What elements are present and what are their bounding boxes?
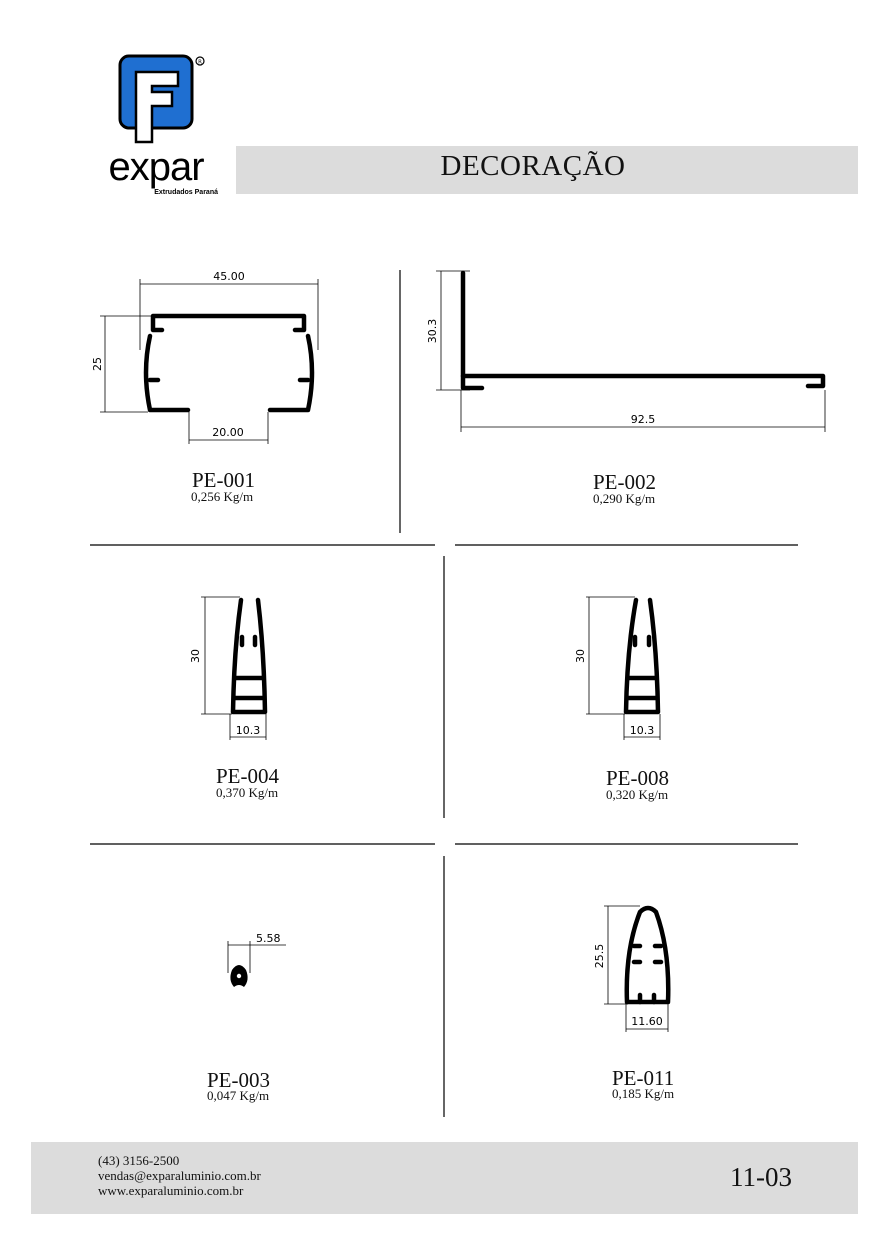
profile-pe-004 bbox=[201, 597, 266, 740]
product-weight: 0,290 Kg/m bbox=[593, 491, 656, 506]
registered-mark: R bbox=[198, 59, 202, 66]
product-code: PE-003 bbox=[207, 1068, 270, 1092]
profile-pe-003 bbox=[228, 941, 286, 987]
page-number: 11-03 bbox=[730, 1162, 792, 1192]
dim-pe-011-height: 25.5 bbox=[593, 943, 606, 969]
product-code: PE-011 bbox=[612, 1066, 675, 1090]
product-weight: 0,256 Kg/m bbox=[191, 489, 254, 504]
product-weight: 0,047 Kg/m bbox=[207, 1088, 270, 1103]
dim-pe-002-width: 92.5 bbox=[630, 413, 656, 426]
dim-pe-001-height: 25 bbox=[91, 357, 104, 371]
brand-subtitle: Extrudados Paraná bbox=[154, 189, 218, 196]
dim-pe-011-width: 11.60 bbox=[631, 1015, 663, 1028]
profile-pe-002 bbox=[436, 271, 825, 432]
profile-pe-011 bbox=[604, 906, 668, 1032]
footer-website: www.exparaluminio.com.br bbox=[98, 1183, 244, 1198]
footer-phone: (43) 3156-2500 bbox=[98, 1153, 180, 1168]
grid-lines bbox=[90, 270, 798, 1117]
product-weight: 0,370 Kg/m bbox=[216, 785, 279, 800]
brand-name: expar bbox=[108, 145, 204, 189]
product-code: PE-008 bbox=[606, 766, 669, 790]
product-weight: 0,320 Kg/m bbox=[606, 787, 669, 802]
dim-pe-008-height: 30 bbox=[574, 649, 587, 663]
dim-pe-004-height: 30 bbox=[189, 649, 202, 663]
dim-pe-003-size: 5.58 bbox=[256, 932, 281, 945]
dim-pe-004-width: 10.3 bbox=[235, 724, 261, 737]
profile-pe-001 bbox=[100, 279, 318, 444]
product-code: PE-004 bbox=[216, 764, 279, 788]
product-code: PE-001 bbox=[192, 468, 255, 492]
page-title: DECORAÇÃO bbox=[440, 150, 626, 182]
profile-pe-008 bbox=[586, 597, 660, 740]
dim-pe-001-width: 45.00 bbox=[213, 270, 245, 283]
footer-email: vendas@exparaluminio.com.br bbox=[98, 1168, 261, 1183]
product-weight: 0,185 Kg/m bbox=[612, 1086, 675, 1101]
product-code: PE-002 bbox=[593, 470, 656, 494]
dim-pe-001-opening: 20.00 bbox=[212, 426, 244, 439]
dim-pe-008-width: 10.3 bbox=[629, 724, 655, 737]
dim-pe-002-height: 30.3 bbox=[426, 318, 439, 344]
